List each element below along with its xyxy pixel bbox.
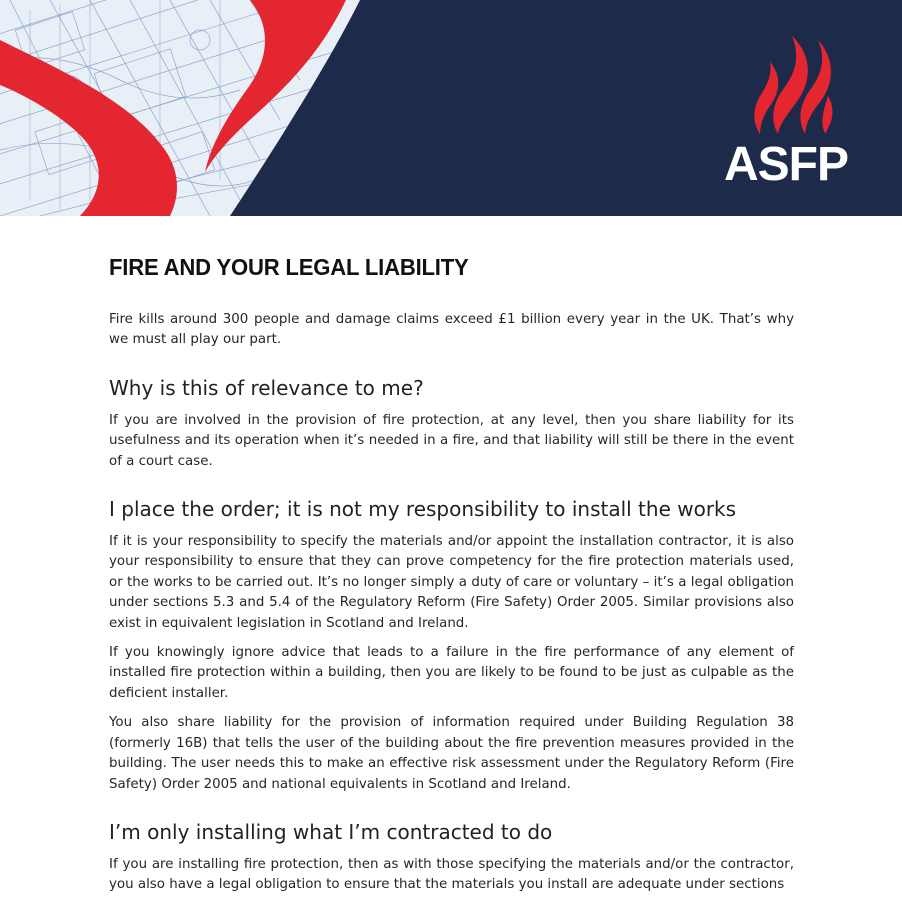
section-paragraph: If you knowingly ignore advice that leads to a failure in the fire performance of any element of installed fire protection within a building, then you are likely to be found to be just as culpable as the deficient installer. <box>109 645 794 701</box>
section-heading-placing-order: I place the order; it is not my responsibility to install the works <box>109 497 737 522</box>
section-paragraph: If you are involved in the provision of fire protection, at any level, then you share liability for its usefulness and its operation when it’s needed in a fire, and that liability will still be there in the event of a court case. <box>109 412 794 469</box>
asfp-logo-text: ASFP <box>724 138 849 191</box>
header-banner <box>0 0 902 216</box>
section-paragraph: If it is your responsibility to specify the materials and/or appoint the installation contractor, it is also your responsibility to ensure that they can prove competency for the fire protection materials used, or the works to be carried out. It’s no longer simply a duty of care or voluntary – it’s a legal obligation under sections 5.3 and 5.4 of the Regulatory Reform (Fire Safety) Order 2005. Similar provisions also exist in equivalent legislation in Scotland and Ireland. <box>109 534 794 631</box>
section-heading-installing: I’m only installing what I’m contracted to do <box>109 819 553 844</box>
section-heading-relevance: Why is this of relevance to me? <box>109 375 424 400</box>
section-paragraph: You also share liability for the provision of information required under Building Regulation 38 (formerly 16B) that tells the user of the building about the fire prevention measures provided in the building. The user needs this to make an effective risk assessment under the Regulatory Reform (Fire Safety) Order 2005 and national equivalents in Scotland and Ireland. <box>109 715 794 792</box>
intro-paragraph: Fire kills around 300 people and damage claims exceed £1 billion every year in the UK. That’s why we must all play our part. <box>109 312 794 348</box>
document-body <box>109 252 794 896</box>
section-paragraph: If you are installing fire protection, then as with those specifying the materials and/or the contractor, you also have a legal obligation to ensure that the materials you install are adequate under sections <box>109 856 794 893</box>
page-title: FIRE AND YOUR LEGAL LIABILITY <box>109 254 469 280</box>
